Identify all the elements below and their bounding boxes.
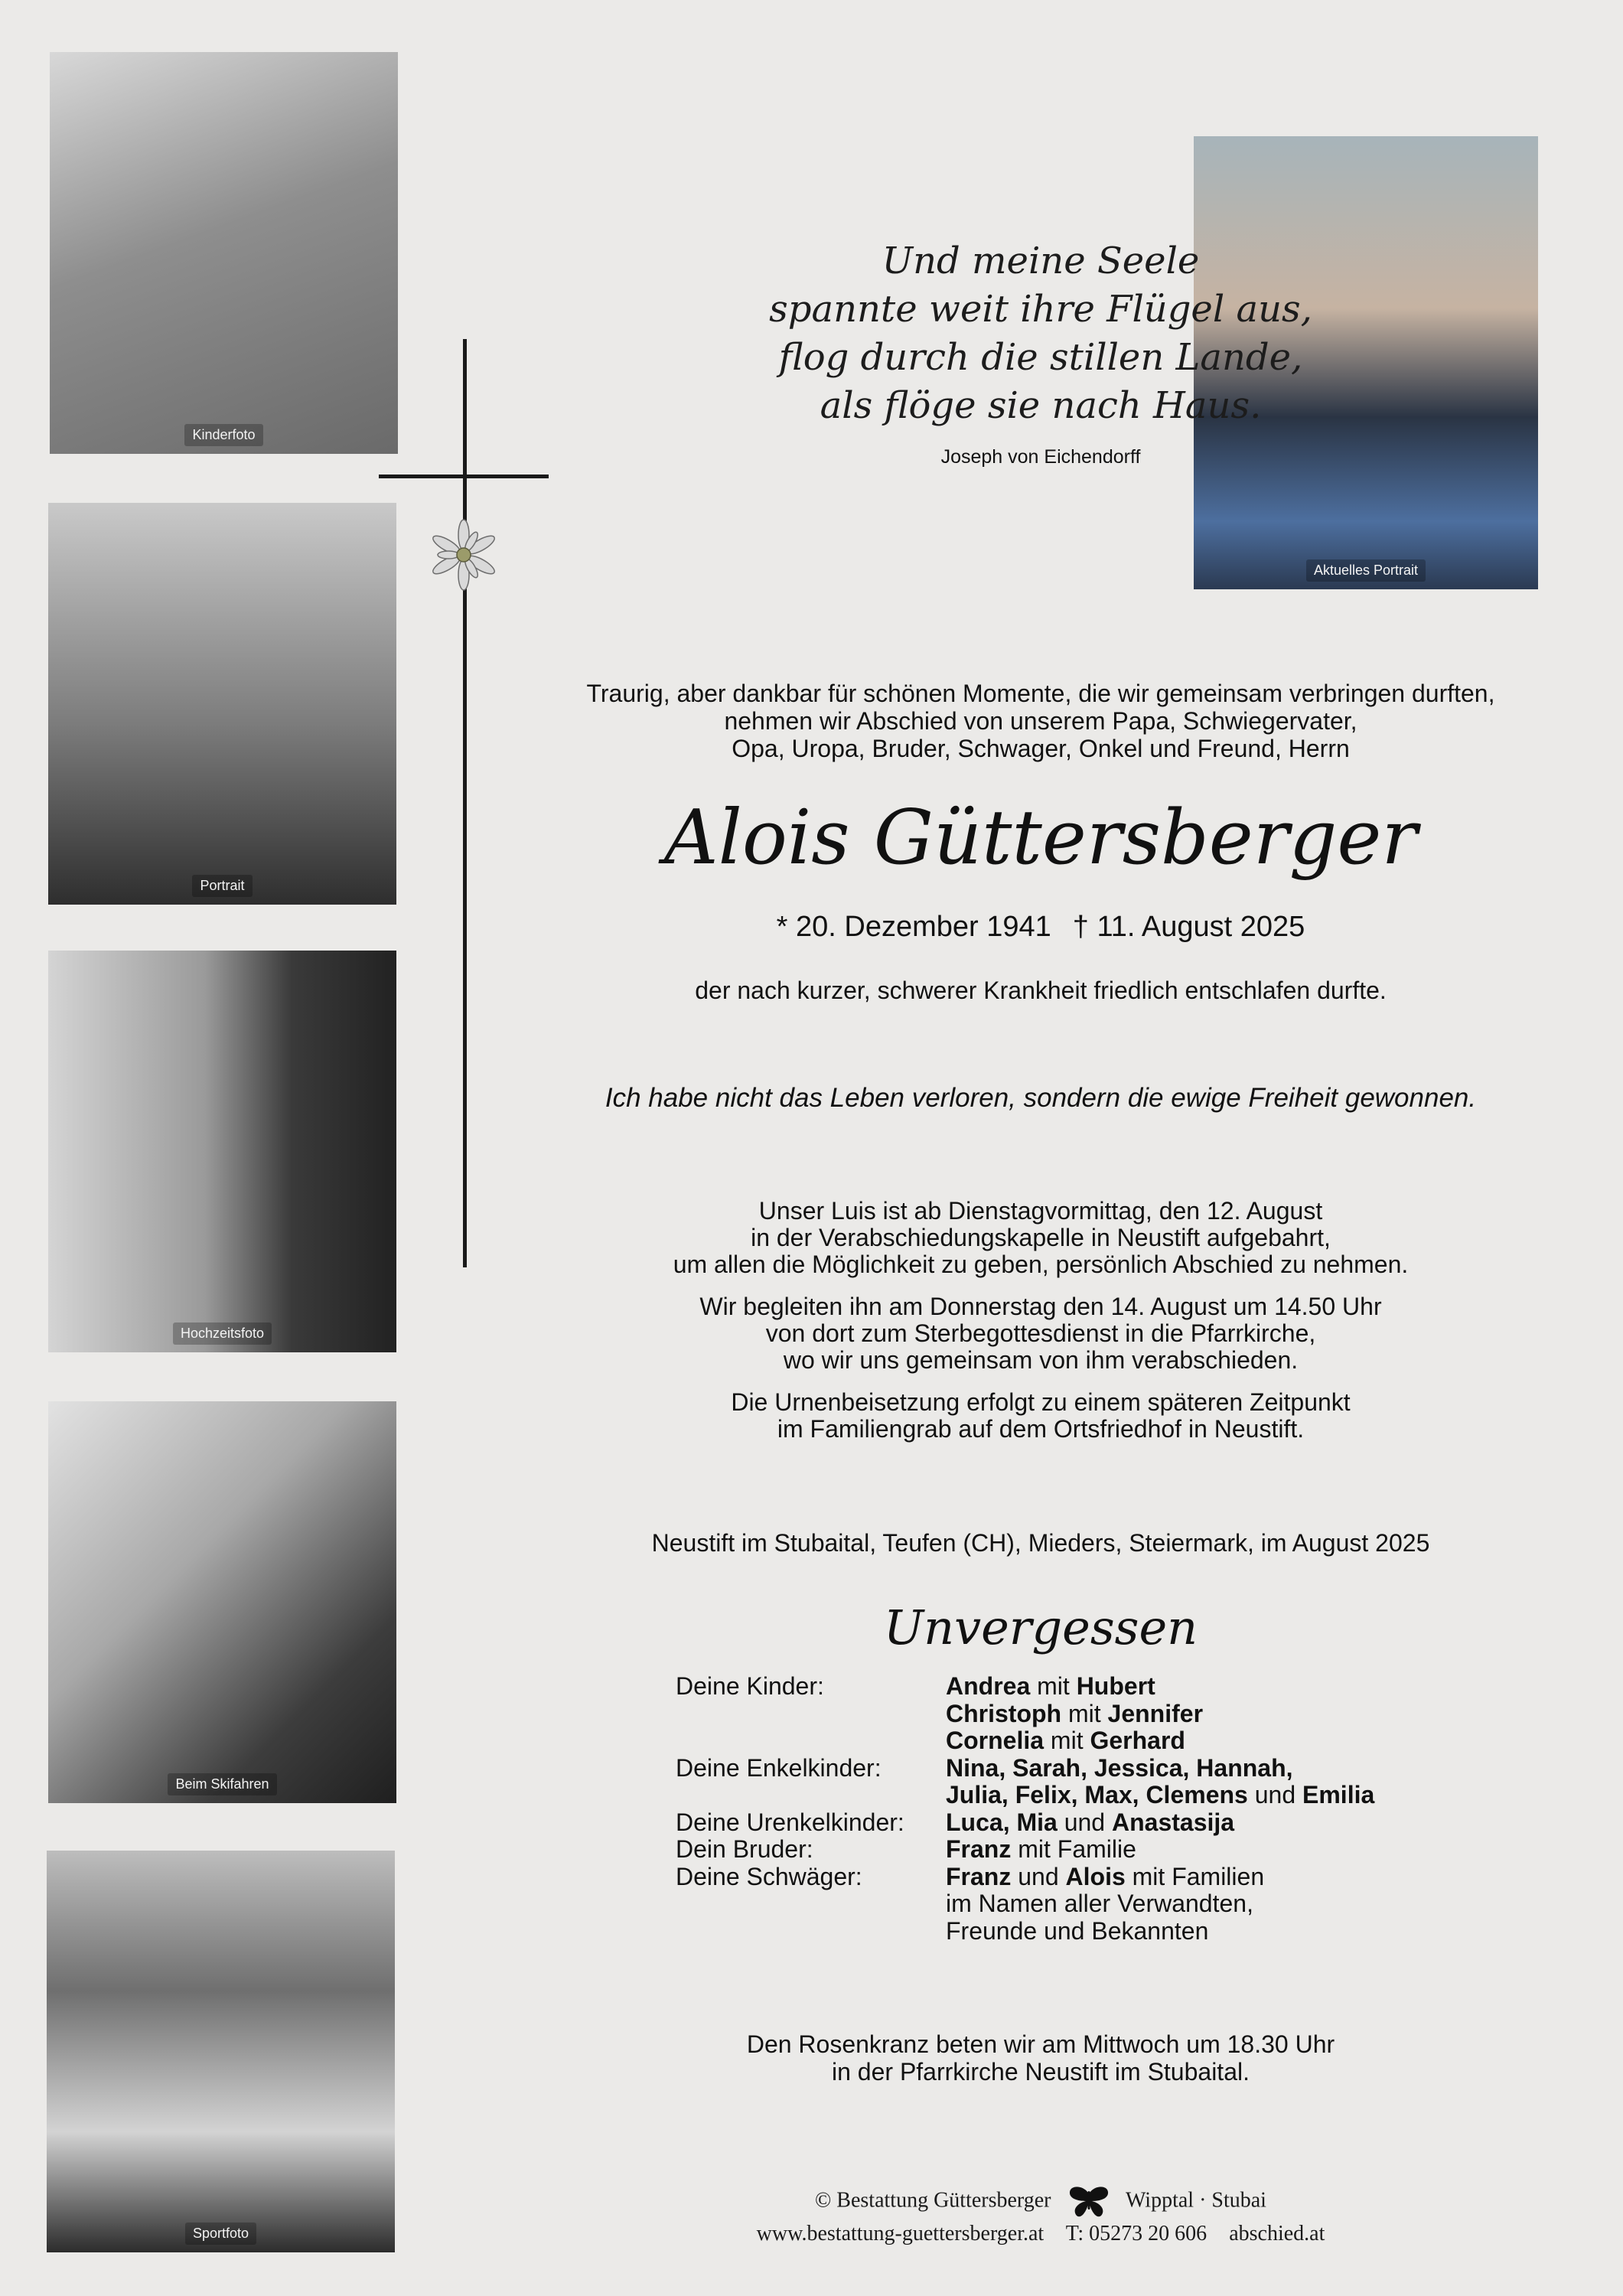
info-line: wo wir uns gemeinsam von ihm verabschieden. [783,1346,1299,1374]
viewing-info [536,1198,1546,1278]
photo-caption: Aktuelles Portrait [1306,559,1426,582]
info-line: um allen die Möglichkeit zu geben, persönlich Abschied zu nehmen. [673,1251,1409,1278]
footer-abschied-link[interactable]: abschied.at [1229,2222,1325,2245]
cross-icon [375,337,559,1270]
family-label: Deine Enkelkinder: [676,1753,882,1782]
poem-author: Joseph von Eichendorff [940,446,1141,468]
intro-line: Traurig, aber dankbar für schönen Momente, die wir gemeinsam verbringen durften, [586,680,1495,707]
footer-region: Wipptal · Stubai [1126,2188,1266,2213]
photo-wedding [48,951,396,1352]
edelweiss-icon [431,520,497,590]
family-names: Franz und Alois mit Familien im Namen aller Verwandten, Freunde und Bekannten [946,1862,1265,1945]
photo-caption: Beim Skifahren [168,1773,276,1795]
photo-skiing [48,1401,396,1803]
info-line: in der Verabschiedungskapelle in Neustift aufgebahrt, [751,1224,1331,1251]
family-label: Deine Urenkelkinder: [676,1808,904,1836]
poem [536,237,1546,430]
photo-caption: Portrait [192,875,252,897]
info-line: Unser Luis ist ab Dienstagvormittag, den 12. August [758,1197,1323,1225]
footer [536,2185,1546,2249]
family-names: Luca, Mia und Anastasija [946,1808,1235,1836]
unvergessen-heading: Unvergessen [883,1600,1198,1655]
butterfly-icon [1067,2185,1110,2219]
service-info [536,1293,1546,1374]
intro-line: nehmen wir Abschied von unserem Papa, Schwiegervater, [724,707,1357,735]
family-label: Deine Schwäger: [676,1862,862,1890]
intro-text [536,680,1546,762]
family-list [676,1673,1405,1945]
footer-company: © Bestattung Güttersberger [815,2188,1051,2213]
burial-info [536,1389,1546,1443]
poem-line: spannte weit ihre Flügel aus, [769,288,1312,331]
family-label: Deine Kinder: [676,1672,824,1700]
rosary-info [536,2030,1546,2086]
birth-date: * 20. Dezember 1941 [776,911,1051,943]
photo-caption: Hochzeitsfoto [173,1322,272,1345]
intro-line: Opa, Uropa, Bruder, Schwager, Onkel und Freund, Herrn [732,735,1350,762]
family-names: Nina, Sarah, Jessica, Hannah, Julia, Felix, Max, Clemens und Emilia [946,1753,1375,1808]
death-note: der nach kurzer, schwerer Krankheit friedlich entschlafen durfte. [695,977,1387,1004]
photo-baby [50,52,398,454]
footer-phone[interactable]: T: 05273 20 606 [1065,2222,1207,2245]
footer-website[interactable]: www.bestattung-guettersberger.at [756,2222,1045,2245]
death-date: † 11. August 2025 [1072,911,1305,943]
info-line: Die Urnenbeisetzung erfolgt zu einem späteren Zeitpunkt [731,1388,1351,1416]
rosary-line: in der Pfarrkirche Neustift im Stubaital. [832,2058,1250,2086]
place-date: Neustift im Stubaital, Teufen (CH), Mieders, Steiermark, im August 2025 [651,1529,1430,1557]
poem-line: Und meine Seele [882,240,1200,282]
photo-caption: Kinderfoto [184,424,262,446]
deceased-name: Alois Güttersberger [663,794,1418,882]
rosary-line: Den Rosenkranz beten wir am Mittwoch um 18.30 Uhr [746,2030,1335,2058]
memorial-quote: Ich habe nicht das Leben verloren, sondern die ewige Freiheit gewonnen. [605,1083,1477,1113]
family-label: Dein Bruder: [676,1835,813,1863]
info-line: im Familiengrab auf dem Ortsfriedhof in Neustift. [777,1415,1305,1443]
info-line: von dort zum Sterbegottesdienst in die Pfarrkirche, [765,1319,1316,1347]
poem-line: flog durch die stillen Lande, [778,336,1303,379]
family-names: Andrea mit Hubert Christoph mit Jennifer Cornelia mit Gerhard [946,1672,1204,1754]
photo-sport [47,1851,395,2252]
photo-young-man [48,503,396,905]
poem-line: als flöge sie nach Haus. [820,384,1262,427]
family-names: Franz mit Familie [946,1835,1136,1863]
photo-caption: Sportfoto [185,2223,256,2245]
life-dates [536,911,1546,944]
info-line: Wir begleiten ihn am Donnerstag den 14. August um 14.50 Uhr [699,1293,1382,1320]
